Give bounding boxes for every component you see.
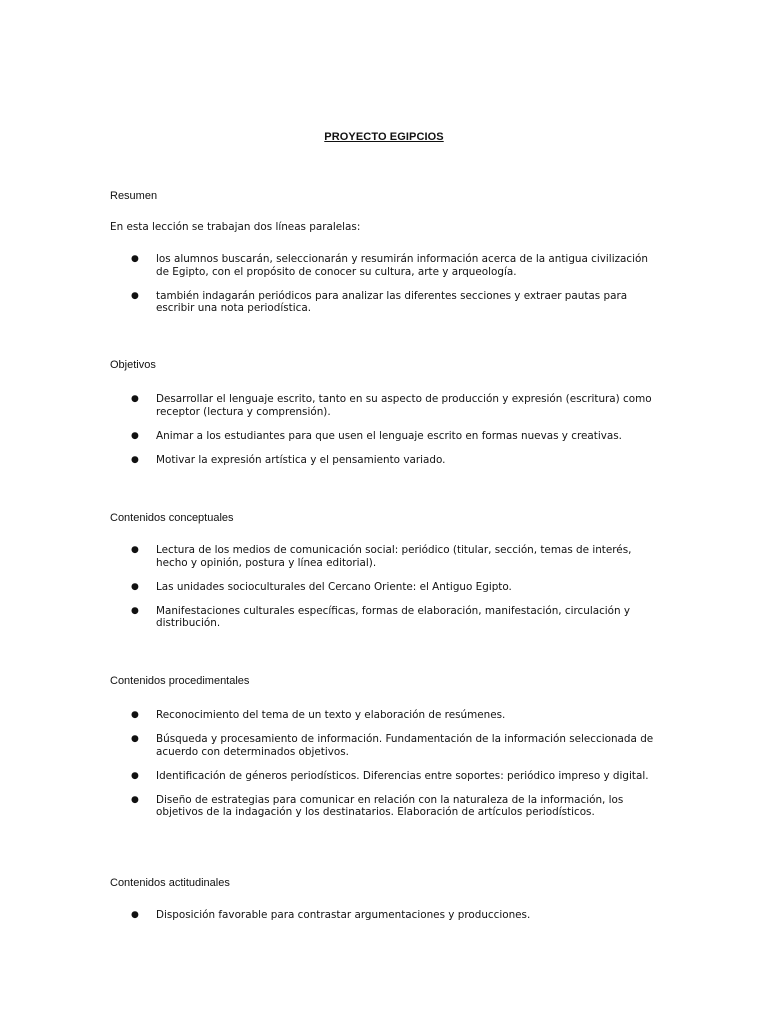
- bullet-icon: ●: [131, 734, 139, 744]
- list-item-text: Lectura de los medios de comunicación social: periódico (titular, sección, temas de interés, hecho y opinión, postura y línea editorial).: [156, 544, 632, 569]
- list-item: [0, 253, 656, 278]
- list-item: [0, 770, 656, 783]
- section-heading-objetivos: Objetivos: [110, 359, 156, 371]
- bullet-icon: ●: [131, 581, 139, 592]
- list-item-text: Diseño de estrategias para comunicar en relación con la naturaleza de la información, los objetivos de la indagación y los destinatarios. Elaboración de artículos periodísticos.: [156, 793, 624, 818]
- bullet-icon: ●: [131, 254, 139, 264]
- list-item: [0, 733, 656, 758]
- list-item-text: Disposición favorable para contrastar argumentaciones y producciones.: [156, 909, 531, 921]
- list-item-text: Identificación de géneros periodísticos. Diferencias entre soportes: periódico impreso y digital.: [156, 769, 649, 782]
- list-item-text: Las unidades socioculturales del Cercano Oriente: el Antiguo Egipto.: [156, 580, 512, 593]
- list-item: [0, 709, 656, 722]
- bullet-icon: ●: [131, 545, 139, 555]
- procedimentales-list: [0, 709, 768, 830]
- list-item: [0, 909, 656, 922]
- resumen-intro: En esta lección se trabajan dos líneas paralelas:: [110, 221, 361, 233]
- list-item-text: los alumnos buscarán, seleccionarán y resumirán información acerca de la antigua civilización de Egipto, con el propósito de conocer su cultura, arte y arqueología.: [156, 253, 648, 278]
- bullet-icon: ●: [131, 794, 139, 805]
- list-item: [0, 794, 656, 819]
- bullet-icon: ●: [131, 430, 139, 441]
- resumen-list: [0, 253, 768, 326]
- list-item: [0, 454, 656, 467]
- bullet-icon: ●: [131, 290, 139, 301]
- bullet-icon: ●: [131, 710, 139, 720]
- list-item: [0, 430, 656, 443]
- objetivos-list: [0, 393, 768, 478]
- list-item-text: Desarrollar el lenguaje escrito, tanto en su aspecto de producción y expresión (escritura) como receptor (lectura y comprensión).: [156, 393, 652, 418]
- section-heading-conceptuales: Contenidos conceptuales: [110, 512, 234, 524]
- list-item-text: también indagarán periódicos para analizar las diferentes secciones y extraer pautas para escribir una nota periodística.: [156, 289, 628, 314]
- list-item: [0, 605, 656, 630]
- list-item-text: Búsqueda y procesamiento de información. Fundamentación de la información seleccionada de acuerdo con determinados objetivos.: [156, 733, 654, 758]
- section-heading-procedimentales: Contenidos procedimentales: [110, 675, 250, 687]
- list-item-text: Reconocimiento del tema de un texto y elaboración de resúmenes.: [156, 709, 506, 721]
- bullet-icon: ●: [131, 605, 139, 616]
- list-item-text: Manifestaciones culturales específicas, formas de elaboración, manifestación, circulación y distribución.: [156, 604, 631, 629]
- document-title: PROYECTO EGIPCIOS: [324, 131, 444, 143]
- bullet-icon: ●: [131, 394, 139, 404]
- actitudinales-list: [0, 909, 768, 933]
- list-item-text: Animar a los estudiantes para que usen el lenguaje escrito en formas nuevas y creativas.: [156, 429, 622, 442]
- section-heading-actitudinales: Contenidos actitudinales: [110, 877, 230, 889]
- list-item: [0, 290, 656, 315]
- list-item: [0, 544, 656, 569]
- list-item-text: Motivar la expresión artística y el pensamiento variado.: [156, 453, 446, 466]
- list-item: [0, 581, 656, 594]
- conceptuales-list: [0, 544, 768, 641]
- section-heading-resumen: Resumen: [110, 190, 158, 202]
- bullet-icon: ●: [131, 454, 139, 465]
- list-item: [0, 393, 656, 418]
- bullet-icon: ●: [131, 770, 139, 781]
- bullet-icon: ●: [131, 910, 139, 920]
